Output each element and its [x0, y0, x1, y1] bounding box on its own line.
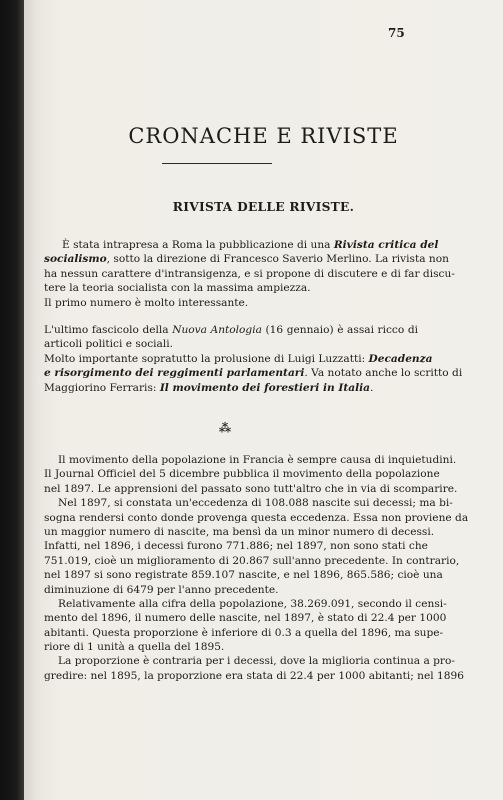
- paragraph-rivista-critica: [44, 238, 455, 310]
- text-span: (16 gennaio) è assai ricco di: [261, 324, 418, 336]
- paragraph-nuova-antologia: [44, 323, 463, 395]
- text-span: Maggiorino Ferraris:: [44, 381, 160, 394]
- text-line: tere la teoria socialista con la massima ampiezza.: [44, 282, 311, 295]
- text-line: Il Journal Officiel del 5 dicembre pubblica il movimento della popolazione: [44, 468, 440, 481]
- italic-title: e risorgimento dei reggimenti parlamentari: [44, 367, 305, 380]
- section-title: CRONACHE E RIVISTE: [128, 124, 399, 148]
- text-line: [44, 366, 463, 380]
- text-span: L'ultimo fascicolo della: [44, 324, 173, 336]
- section-separator-asterism: ⁂: [218, 421, 232, 435]
- text-line: un maggior numero di nascite, ma bensì da un minor numero di decessi.: [44, 525, 435, 538]
- text-line: [44, 238, 439, 252]
- text-line: Il primo numero è molto interessante.: [44, 296, 249, 309]
- title-rule: [162, 163, 272, 164]
- text-span: . Va notato anche lo scritto di: [304, 367, 463, 380]
- text-line: sogna rendersi conto donde provenga questa eccedenza. Essa non proviene da: [44, 511, 469, 524]
- page-number: 75: [388, 26, 405, 40]
- italic-title: Il movimento dei forestieri in Italia: [159, 381, 371, 394]
- italic-title: Nuova Antologia: [172, 324, 262, 336]
- text-line: articoli politici e sociali.: [44, 338, 173, 351]
- text-line: Il movimento della popolazione in Francia è sempre causa di inquietudini.: [58, 454, 457, 466]
- text-line: diminuzione di 6479 per l'anno precedente.: [44, 583, 279, 596]
- subsection-title: RIVISTA DELLE RIVISTE.: [172, 200, 355, 214]
- text-span: , sotto la direzione di Francesco Saverio Merlino. La rivista non: [106, 253, 449, 266]
- text-line: abitanti. Questa proporzione è inferiore di 0.3 a quella del 1896, ma supe-: [44, 626, 444, 639]
- text-line: ha nessun carattere d'intransigenza, e si propone di discutere e di far discu-: [44, 267, 455, 280]
- text-line: La proporzione è contraria per i decessi, dove la miglioria continua a pro-: [58, 655, 455, 668]
- text-line: Infatti, nel 1896, i decessi furono 771.886; nel 1897, non sono stati che: [44, 540, 428, 553]
- text-line: [44, 323, 418, 337]
- text-line: [44, 352, 433, 366]
- text-line: Relativamente alla cifra della popolazione, 38.269.091, secondo il censi-: [58, 597, 447, 610]
- text-line: [44, 252, 449, 266]
- italic-title: Rivista critica del: [333, 239, 439, 251]
- text-line: gredire: nel 1895, la proporzione era stata di 22.4 per 1000 abitanti; nel 1896: [44, 669, 464, 682]
- text-span: Molto importante sopratutto la prolusione di Luigi Luzzatti:: [44, 352, 369, 365]
- text-line: nel 1897. Le apprensioni del passato sono tutt'altro che in via di scomparire.: [44, 482, 458, 495]
- italic-title: Decadenza: [368, 352, 433, 365]
- text-span: .: [370, 381, 374, 394]
- text-line: 751.019, cioè un miglioramento di 20.867 sull'anno precedente. In contrario,: [44, 554, 460, 567]
- text-line: nel 1897 si sono registrate 859.107 nascite, e nel 1896, 865.586; cioè una: [44, 569, 443, 582]
- text-line: riore di 1 unità a quella del 1895.: [44, 641, 225, 654]
- text-line: mento del 1896, il numero delle nascite, nel 1897, è stato di 22.4 per 1000: [44, 612, 447, 625]
- book-spine: [0, 0, 24, 800]
- text-span: È stata intrapresa a Roma la pubblicazione di una: [62, 239, 334, 251]
- text-line: [44, 381, 418, 395]
- italic-title: socialismo: [44, 253, 107, 266]
- paragraph-popolazione-francia: [44, 453, 469, 683]
- text-line: Nel 1897, si constata un'eccedenza di 108.088 nascite sui decessi; ma bi-: [58, 497, 453, 510]
